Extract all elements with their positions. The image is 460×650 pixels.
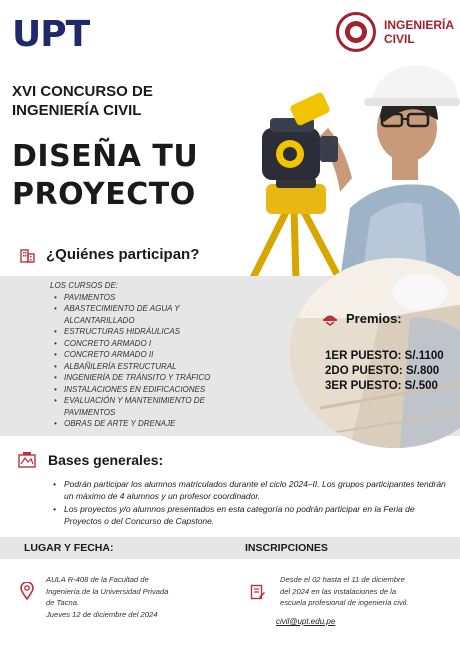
list-item: • Los proyectos y/o alumnos presentados en esta categoría no podrán participar en la Feria de Proyectos o del Concurso de Capstone.	[50, 503, 450, 527]
bases-title: Bases generales:	[48, 452, 164, 468]
list-item: • ESTRUCTURAS HIDRÁULICAS	[50, 326, 250, 338]
list-item: • CONCRETO ARMADO I	[50, 338, 250, 350]
list-item: • CONCRETO ARMADO II	[50, 349, 250, 361]
prize-third: 3ER PUESTO: S/.500	[325, 380, 438, 392]
location-pin-icon	[20, 582, 34, 600]
list-item: • ALBAÑILERÍA ESTRUCTURAL	[50, 361, 250, 373]
faculty-seal-icon	[336, 12, 376, 52]
prize-list	[325, 349, 444, 394]
course-list	[50, 280, 250, 430]
list-item: • PAVIMENTOS	[50, 292, 250, 304]
location-details	[46, 574, 216, 620]
registration-line2: del 2024 en las instalaciones de la	[280, 586, 397, 596]
location-line3: de Tacna.	[46, 598, 80, 607]
contest-line2: INGENIERÍA CIVIL	[12, 102, 142, 119]
course-list-intro: LOS CURSOS DE:	[50, 281, 119, 290]
list-item: • INGENIERÍA DE TRÁNSITO Y TRÁFICO	[50, 372, 250, 384]
registration-label: INSCRIPCIONES	[245, 542, 328, 554]
faculty-name-line2: CIVIL	[384, 32, 415, 46]
engineer-photo	[232, 58, 460, 280]
document-edit-icon	[250, 584, 266, 600]
prizes-title: Premios:	[346, 311, 402, 326]
list-item: • OBRAS DE ARTE Y DRENAJE	[50, 418, 250, 430]
location-date: Jueves 12 de diciembre del 2024	[46, 609, 158, 619]
location-line2: Ingeniería de la Universidad Privada	[46, 586, 169, 596]
bases-list	[50, 478, 450, 528]
upt-logo: UPT	[12, 14, 90, 55]
list-item: • EVALUACIÓN Y MANTENIMIENTO DE PAVIMENTOS	[50, 395, 250, 418]
registration-line1: Desde el 02 hasta el 11 de diciembre	[280, 575, 405, 584]
prize-first: 1ER PUESTO: S/.1100	[325, 350, 444, 362]
poster-title-line2: PROYECTO	[12, 177, 196, 212]
contest-name	[12, 82, 242, 120]
buildings-icon	[20, 247, 36, 263]
location-label: LUGAR Y FECHA:	[24, 542, 114, 554]
poster-title-line1: DISEÑA TU	[12, 139, 199, 174]
list-item: • Podrán participar los alumnos matriculados durante el ciclo 2024–II. Los grupos participantes tendrán un máximo de 4 alumnos y un profesor coordinador.	[50, 478, 450, 502]
blueprint-icon	[18, 452, 36, 468]
bases-heading	[18, 452, 163, 468]
registration-details	[280, 574, 452, 609]
registration-email-link[interactable]: civil@upt.edu.pe	[276, 617, 336, 626]
participants-title: ¿Quiénes participan?	[46, 246, 200, 263]
prize-second: 2DO PUESTO: S/.800	[325, 365, 440, 377]
poster-title	[12, 138, 252, 214]
prizes-heading	[322, 311, 402, 326]
list-item: • INSTALACIONES EN EDIFICACIONES	[50, 384, 250, 396]
registration-line3: escuela profesional de ingeniería civil.	[280, 598, 409, 607]
location-line1: AULA R-408 de la Facultad de	[46, 575, 149, 584]
participants-heading	[20, 246, 199, 263]
faculty-name	[384, 18, 460, 46]
architect-icon	[322, 312, 338, 326]
list-item: • ABASTECIMIENTO DE AGUA Y ALCANTARILLADO	[50, 303, 250, 326]
contest-line1: XVI CONCURSO DE	[12, 83, 153, 100]
faculty-name-line1: INGENIERÍA	[384, 18, 455, 32]
